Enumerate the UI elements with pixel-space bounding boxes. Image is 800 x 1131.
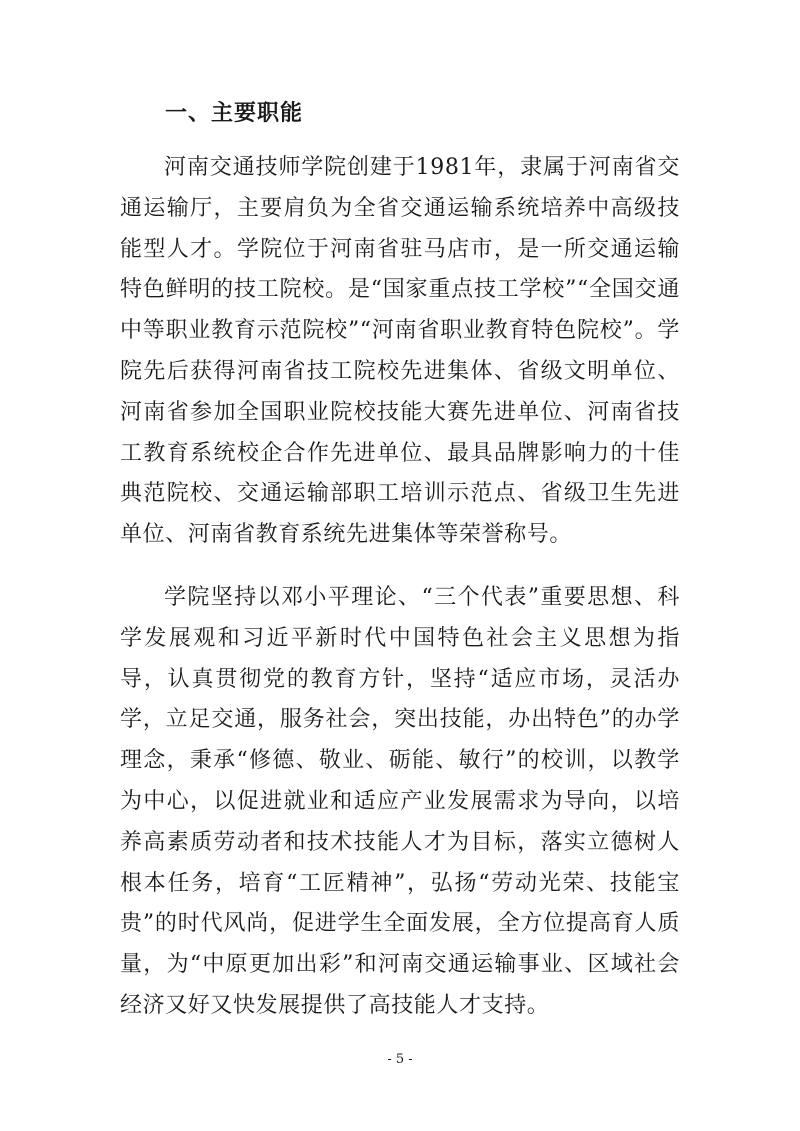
- paragraph-intro: 河南交通技师学院创建于1981年，隶属于河南省交通运输厅，主要肩负为全省交通运输系统培养中高级技能型人才。学院位于河南省驻马店市，是一所交通运输特色鲜明的技工院校。是“国家重点技工学校”“全国交通中等职业教育示范院校”“河南省职业教育特色院校”。学院先后获得河南省技工院校先进集体、省级文明单位、河南省参加全国职业院校技能大赛先进单位、河南省技工教育系统校企合作先进单位、最具品牌影响力的十佳典范院校、交通运输部职工培训示范点、省级卫生先进单位、河南省教育系统先进集体等荣誉称号。: [120, 155, 680, 548]
- page-number: - 5 -: [387, 1052, 413, 1067]
- section-heading: 一、主要职能: [165, 101, 304, 126]
- paragraph-philosophy: 学院坚持以邓小平理论、“三个代表”重要思想、科学发展观和习近平新时代中国特色社会主义思想为指导，认真贯彻党的教育方针，坚持“适应市场，灵活办学，立足交通，服务社会，突出技能，办出特色”的办学理念，秉承“修德、敬业、砺能、敏行”的校训，以教学为中心，以促进就业和适应产业发展需求为导向，以培养高素质劳动者和技术技能人才为目标，落实立德树人根本任务，培育“工匠精神”，弘扬“劳动光荣、技能宝贵”的时代风尚，促进学生全面发展，全方位提高育人质量，为“中原更加出彩”和河南交通运输事业、区域社会经济又好又快发展提供了高技能人才支持。: [120, 585, 680, 1018]
